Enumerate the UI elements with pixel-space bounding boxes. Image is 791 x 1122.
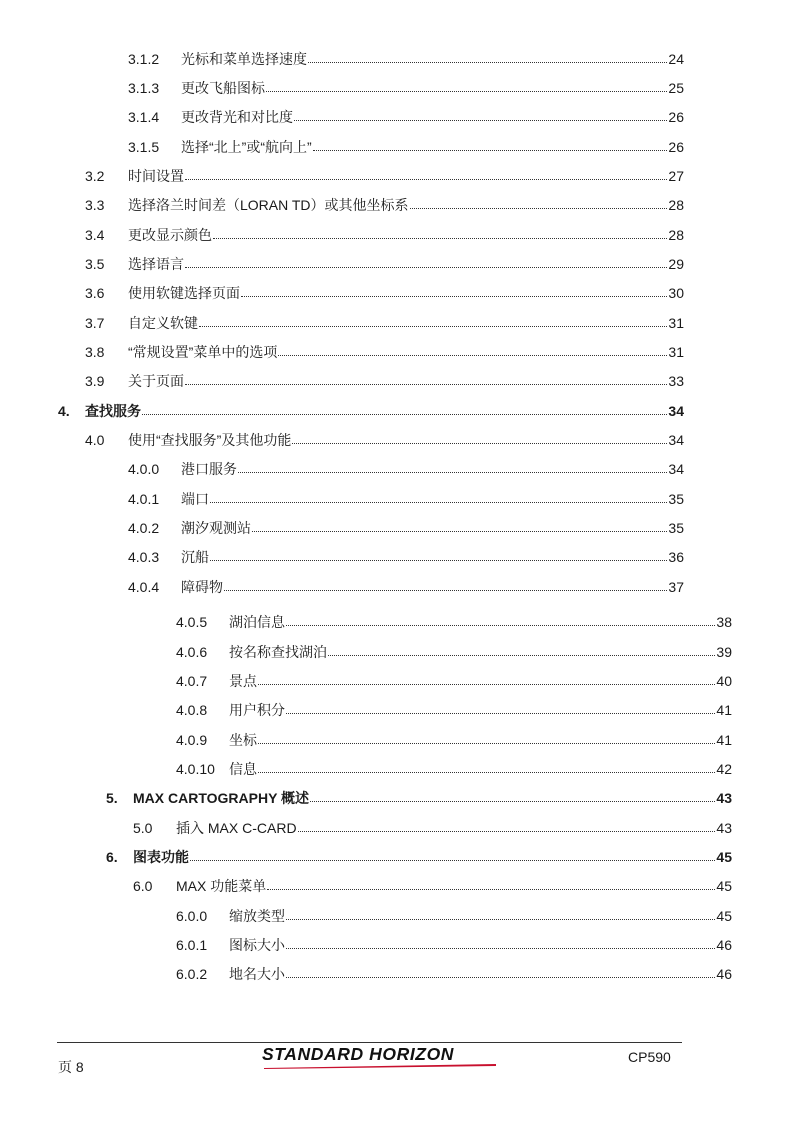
- toc-page: 41: [716, 732, 732, 748]
- toc-entry: [128, 576, 684, 598]
- toc-title: MAX 功能菜单: [176, 878, 267, 894]
- toc-page: 31: [668, 344, 684, 360]
- toc-page: 43: [716, 790, 732, 806]
- toc-entry: [85, 370, 684, 392]
- dot-leader: [238, 458, 667, 473]
- dot-leader: [298, 817, 716, 832]
- toc-page: 39: [716, 644, 732, 660]
- toc-entry: [85, 282, 684, 304]
- toc-entry: [128, 106, 684, 128]
- toc-entry: [128, 48, 684, 70]
- toc-title: 湖泊信息: [229, 614, 285, 630]
- toc-page: 24: [668, 51, 684, 67]
- dot-leader: [286, 905, 715, 920]
- toc-title: 信息: [229, 761, 257, 777]
- toc-number: 5.: [106, 790, 118, 806]
- toc-title: 选择洛兰时间差（LORAN TD）或其他坐标系: [128, 197, 409, 213]
- toc-chapter-entry: [58, 400, 684, 422]
- dot-leader: [286, 963, 715, 978]
- dot-leader: [292, 429, 667, 444]
- toc-title: “常规设置”菜单中的选项: [128, 344, 278, 360]
- dot-leader: [213, 224, 667, 239]
- toc-entry: [85, 429, 684, 451]
- dot-leader: [241, 282, 667, 297]
- dot-leader: [286, 611, 715, 626]
- toc-number: 3.5: [85, 256, 105, 272]
- toc-title: 按名称查找湖泊: [229, 644, 327, 660]
- toc-entry: [128, 458, 684, 480]
- toc-number: 4.0.10: [176, 761, 215, 777]
- toc-title: 插入 MAX C-CARD: [176, 820, 297, 836]
- toc-number: 4.0.3: [128, 549, 160, 565]
- toc-chapter-entry: [106, 846, 732, 868]
- toc-number: 6.0.1: [176, 937, 208, 953]
- toc-entry: [128, 546, 684, 568]
- toc-entry: [176, 670, 732, 692]
- toc-page: 40: [716, 673, 732, 689]
- toc-page: 31: [668, 315, 684, 331]
- toc-page: 34: [668, 403, 684, 419]
- toc-page: 46: [716, 966, 732, 982]
- toc-title: 查找服务: [85, 403, 141, 419]
- dot-leader: [258, 670, 715, 685]
- toc-entry: [128, 517, 684, 539]
- toc-title: 地名大小: [229, 966, 285, 982]
- toc-number: 4.0.0: [128, 461, 160, 477]
- toc-entry: [133, 875, 732, 897]
- toc-page: 38: [716, 614, 732, 630]
- toc-entry: [85, 253, 684, 275]
- toc-title: MAX CARTOGRAPHY 概述: [133, 790, 310, 806]
- dot-leader: [252, 517, 667, 532]
- toc-entry: [176, 905, 732, 927]
- brand-swoosh-icon: [264, 1063, 496, 1069]
- toc-entry: [85, 341, 684, 363]
- toc-entry: [176, 963, 732, 985]
- toc-page: 26: [668, 109, 684, 125]
- toc-number: 3.9: [85, 373, 105, 389]
- toc-title: 时间设置: [128, 168, 184, 184]
- toc-entry: [176, 611, 732, 633]
- dot-leader: [328, 641, 715, 656]
- toc-title: 关于页面: [128, 373, 184, 389]
- toc-page: 26: [668, 139, 684, 155]
- dot-leader: [310, 787, 715, 802]
- toc-number: 6.0.2: [176, 966, 208, 982]
- toc-page: 30: [668, 285, 684, 301]
- toc-title: 选择“北上”或“航向上”: [181, 139, 312, 155]
- dot-leader: [286, 699, 715, 714]
- toc-number: 4.0.7: [176, 673, 208, 689]
- toc-page: 41: [716, 702, 732, 718]
- toc-entry: [176, 729, 732, 751]
- dot-leader: [210, 488, 667, 503]
- toc-title: 端口: [181, 491, 209, 507]
- toc-page: 28: [668, 197, 684, 213]
- toc-page: 45: [716, 878, 732, 894]
- footer-model-number: CP590: [628, 1049, 671, 1065]
- toc-page: 34: [668, 461, 684, 477]
- toc-title: 图表功能: [133, 849, 189, 865]
- toc-title: 障碍物: [181, 579, 223, 595]
- toc-page: 42: [716, 761, 732, 777]
- toc-entry: [85, 312, 684, 334]
- dot-leader: [224, 576, 667, 591]
- toc-number: 6.: [106, 849, 118, 865]
- toc-number: 4.0: [85, 432, 105, 448]
- toc-number: 3.2: [85, 168, 105, 184]
- toc-number: 3.1.4: [128, 109, 160, 125]
- toc-entry: [85, 165, 684, 187]
- dot-leader: [185, 165, 667, 180]
- dot-leader: [185, 370, 667, 385]
- toc-title: 更改显示颜色: [128, 227, 212, 243]
- dot-leader: [278, 341, 667, 356]
- toc-entry: [128, 77, 684, 99]
- toc-entry: [128, 488, 684, 510]
- toc-title: 图标大小: [229, 937, 285, 953]
- toc-title: 潮汐观测站: [181, 520, 251, 536]
- toc-page: 29: [668, 256, 684, 272]
- toc-number: 3.4: [85, 227, 105, 243]
- toc-number: 4.0.1: [128, 491, 160, 507]
- toc-page: 33: [668, 373, 684, 389]
- dot-leader: [308, 48, 667, 63]
- toc-page: 46: [716, 937, 732, 953]
- toc-title: 更改背光和对比度: [181, 109, 293, 125]
- toc-entry: [176, 699, 732, 721]
- toc-number: 4.0.4: [128, 579, 160, 595]
- toc-page: 45: [716, 908, 732, 924]
- toc-number: 3.1.2: [128, 51, 160, 67]
- dot-leader: [199, 312, 667, 327]
- dot-leader: [286, 934, 715, 949]
- brand-logo: [262, 1044, 496, 1070]
- toc-number: 3.1.5: [128, 139, 160, 155]
- toc-chapter-entry: [106, 787, 732, 809]
- toc-number: 3.1.3: [128, 80, 160, 96]
- toc-entry: [176, 758, 732, 780]
- dot-leader: [294, 106, 667, 121]
- toc-title: 使用软键选择页面: [128, 285, 240, 301]
- toc-number: 3.3: [85, 197, 105, 213]
- toc-number: 3.8: [85, 344, 105, 360]
- dot-leader: [313, 136, 668, 151]
- toc-title: 景点: [229, 673, 257, 689]
- toc-title: 用户积分: [229, 702, 285, 718]
- dot-leader: [258, 758, 715, 773]
- toc-number: 6.0: [133, 878, 153, 894]
- dot-leader: [266, 77, 667, 92]
- toc-title: 港口服务: [181, 461, 237, 477]
- dot-leader: [190, 846, 715, 861]
- toc-title: 选择语言: [128, 256, 184, 272]
- toc-entry: [85, 194, 684, 216]
- toc-entry: [85, 224, 684, 246]
- toc-entry: [133, 817, 732, 839]
- toc-page: 34: [668, 432, 684, 448]
- toc-entry: [176, 641, 732, 663]
- footer-page-number: 页 8: [58, 1059, 84, 1075]
- toc-page: 43: [716, 820, 732, 836]
- dot-leader: [258, 729, 715, 744]
- toc-number: 4.0.8: [176, 702, 208, 718]
- dot-leader: [142, 400, 667, 415]
- brand-logo-text: STANDARD HORIZON: [262, 1044, 455, 1064]
- toc-title: 自定义软键: [128, 315, 198, 331]
- toc-title: 使用“查找服务”及其他功能: [128, 432, 292, 448]
- dot-leader: [210, 546, 667, 561]
- toc-title: 缩放类型: [229, 908, 285, 924]
- toc-number: 4.0.5: [176, 614, 208, 630]
- toc-page: 25: [668, 80, 684, 96]
- toc-title: 光标和菜单选择速度: [181, 51, 307, 67]
- toc-number: 3.7: [85, 315, 105, 331]
- toc-title: 沉船: [181, 549, 209, 565]
- toc-entry: [128, 136, 684, 158]
- toc-number: 4.0.2: [128, 520, 160, 536]
- toc-page: 27: [668, 168, 684, 184]
- toc-number: 5.0: [133, 820, 153, 836]
- toc-page: 28: [668, 227, 684, 243]
- toc-number: 6.0.0: [176, 908, 208, 924]
- toc-page: 37: [668, 579, 684, 595]
- dot-leader: [267, 875, 715, 890]
- toc-title: 坐标: [229, 732, 257, 748]
- toc-page: 35: [668, 491, 684, 507]
- toc-entry: [176, 934, 732, 956]
- toc-page: 36: [668, 549, 684, 565]
- footer-divider: [57, 1042, 682, 1043]
- dot-leader: [410, 194, 668, 209]
- toc-title: 更改飞船图标: [181, 80, 265, 96]
- toc-number: 4.0.9: [176, 732, 208, 748]
- toc-number: 4.0.6: [176, 644, 208, 660]
- toc-number: 3.6: [85, 285, 105, 301]
- dot-leader: [185, 253, 667, 268]
- toc-page: 45: [716, 849, 732, 865]
- toc-page: 35: [668, 520, 684, 536]
- toc-number: 4.: [58, 403, 70, 419]
